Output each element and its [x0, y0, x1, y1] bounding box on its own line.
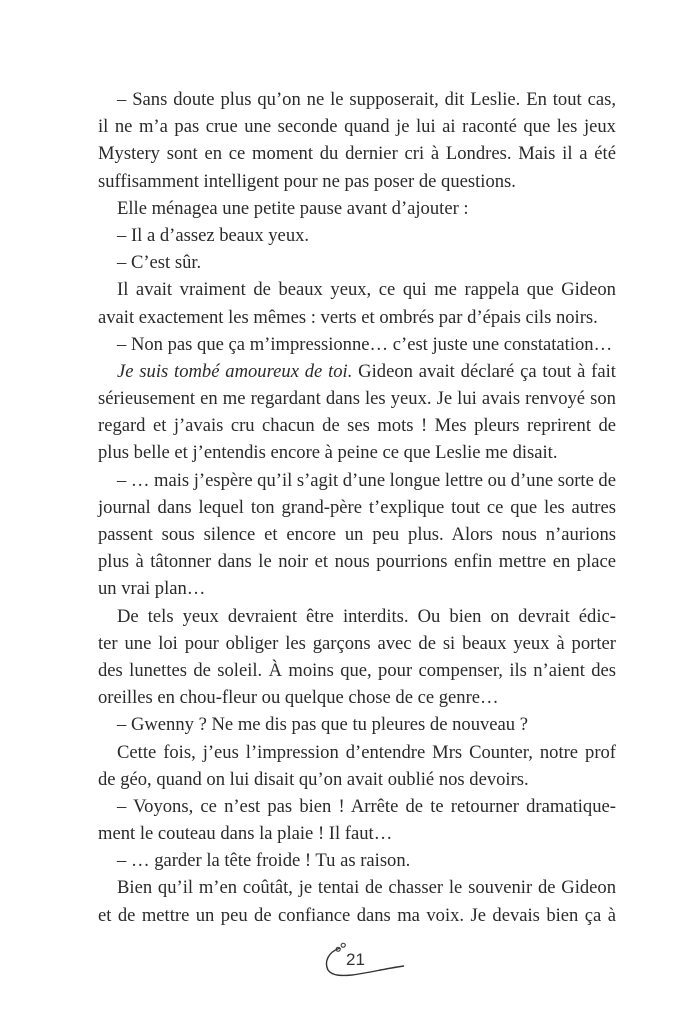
text-line-inner [117, 331, 612, 358]
text-line [98, 521, 616, 548]
text-line [98, 820, 616, 847]
text-line [98, 222, 616, 249]
text-line-content: – Sans doute plus qu’on ne le supposerait, dit Leslie. En tout cas, [117, 89, 616, 110]
text-line-inner [98, 820, 392, 847]
text-line [98, 140, 616, 167]
text-line-content: Cette fois, j’eus l’impression d’entendre Mrs Counter, notre prof [117, 741, 616, 763]
text-line-inner [98, 766, 529, 793]
text-line-content: passent sous silence et encore un peu plus. Alors nous n’aurions [98, 524, 617, 545]
text-line-content: des lunettes de soleil. À moins que, pour compenser, ils n’aient des [98, 659, 617, 681]
text-line-inner [98, 494, 616, 521]
text-line [98, 304, 616, 331]
text-line-content: et de mettre un peu de confiance dans ma voix. Je devais bien ça à [98, 904, 616, 926]
text-line [98, 793, 616, 820]
text-line [98, 847, 616, 874]
text-line-content: plus belle et j’entendis encore à peine ce que Leslie me disait. [98, 442, 558, 464]
text-line-inner [98, 684, 499, 711]
text-line [98, 575, 616, 602]
text-line-content: – Non pas que ça m’impressionne… c’est juste une constatation… [117, 333, 613, 355]
text-line-content: – … garder la tête froide ! Tu as raison. [117, 850, 411, 872]
text-line-content: oreilles en chou-fleur ou quelque chose de ce genre… [98, 687, 499, 709]
text-line-content: De tels yeux devraient être interdits. Ou bien on devrait édic- [117, 605, 616, 627]
text-line [98, 113, 616, 140]
text-line-content: regard et j’avais cru chacun de ses mots ! Mes pleurs reprirent de [98, 415, 617, 437]
text-line-content: plus à tâtonner dans le noir et nous pourrions enfin mettre en place [98, 551, 617, 573]
text-line-inner [98, 521, 616, 548]
text-line-content: suffisamment intelligent pour ne pas poser de questions. [98, 170, 516, 192]
text-line-inner [98, 168, 516, 195]
text-line-content: ment le couteau dans la plaie ! Il faut… [98, 823, 393, 845]
text-line [98, 276, 616, 303]
text-line-inner [117, 603, 616, 630]
text-line [98, 249, 616, 276]
text-line [98, 711, 616, 738]
text-line-content: – Gwenny ? Ne me dis pas que tu pleures de nouveau ? [117, 714, 529, 736]
text-line-inner [98, 439, 558, 466]
text-line-inner [117, 847, 410, 874]
text-line-inner [117, 195, 469, 222]
text-line-inner [98, 657, 616, 684]
text-line [98, 331, 616, 358]
text-line-content: sérieusement en me regardant dans les yeux. Je lui avais renvoyé son [98, 388, 616, 410]
text-line-content: – C’est sûr. [117, 252, 202, 274]
text-line-inner [117, 874, 616, 901]
page-number: 21 [346, 950, 365, 969]
text-line-content: journal dans lequel ton grand-père t’explique tout ce que les autres [98, 496, 616, 518]
body-text [98, 86, 616, 929]
text-line [98, 739, 616, 766]
text-line-content: ter une loi pour obliger les garçons avec de si beaux yeux à porter [98, 632, 616, 654]
text-line [98, 630, 616, 657]
text-line-inner [117, 249, 201, 276]
text-line [98, 657, 616, 684]
text-line-inner [117, 467, 616, 494]
text-line [98, 548, 616, 575]
text-line [98, 766, 616, 793]
text-line [98, 902, 616, 929]
text-line-inner [117, 793, 616, 820]
text-line [98, 168, 616, 195]
text-line [98, 412, 616, 439]
text-line [98, 439, 616, 466]
text-line-inner [98, 575, 205, 602]
text-line-inner [98, 385, 616, 412]
page-folio [318, 940, 408, 980]
text-line-inner [117, 276, 616, 303]
text-line [98, 603, 616, 630]
text-line-inner [117, 358, 616, 385]
text-line [98, 467, 616, 494]
text-line [98, 195, 616, 222]
text-line [98, 874, 616, 901]
text-line-content: de géo, quand on lui disait qu’on avait oublié nos devoirs. [98, 768, 529, 790]
text-line-inner [98, 113, 616, 140]
text-line-content: avait exactement les mêmes : verts et ombrés par d’épais cils noirs. [98, 306, 598, 328]
text-line [98, 385, 616, 412]
text-line-content: Il avait vraiment de beaux yeux, ce qui me rappela que Gideon [117, 279, 616, 301]
text-line-inner [98, 140, 616, 167]
text-line [98, 494, 616, 521]
italic-phrase: Je suis tombé amoureux de toi. [117, 360, 353, 382]
text-line-inner [98, 412, 616, 439]
text-line-content: Elle ménagea une petite pause avant d’ajouter : [117, 197, 469, 219]
text-line-inner [98, 304, 598, 331]
text-line-content: – Voyons, ce n’est pas bien ! Arrête de te retourner dramatique- [117, 795, 616, 817]
text-line-inner [98, 548, 616, 575]
text-line-content: – … mais j’espère qu’il s’agit d’une longue lettre ou d’une sorte de [117, 469, 616, 491]
text-line-inner [98, 902, 616, 929]
text-line [98, 86, 616, 113]
text-line [98, 358, 616, 385]
text-line-content: – Il a d’assez beaux yeux. [117, 224, 310, 246]
text-line [98, 684, 616, 711]
text-line-inner [117, 222, 309, 249]
text-line-inner [117, 86, 616, 113]
text-line-content: Bien qu’il m’en coûtât, je tentai de chasser le souvenir de Gideon [117, 877, 617, 899]
text-line-inner [98, 630, 616, 657]
text-line-content: Gideon avait déclaré ça tout à fait [352, 360, 616, 382]
text-line-content: il ne m’a pas crue une seconde quand je lui ai raconté que les jeux [98, 116, 616, 138]
text-line-inner [117, 711, 528, 738]
text-line-content: Mystery sont en ce moment du dernier cri à Londres. Mais il a été [98, 143, 616, 165]
text-line-content: un vrai plan… [98, 578, 206, 600]
text-line-inner [117, 739, 616, 766]
